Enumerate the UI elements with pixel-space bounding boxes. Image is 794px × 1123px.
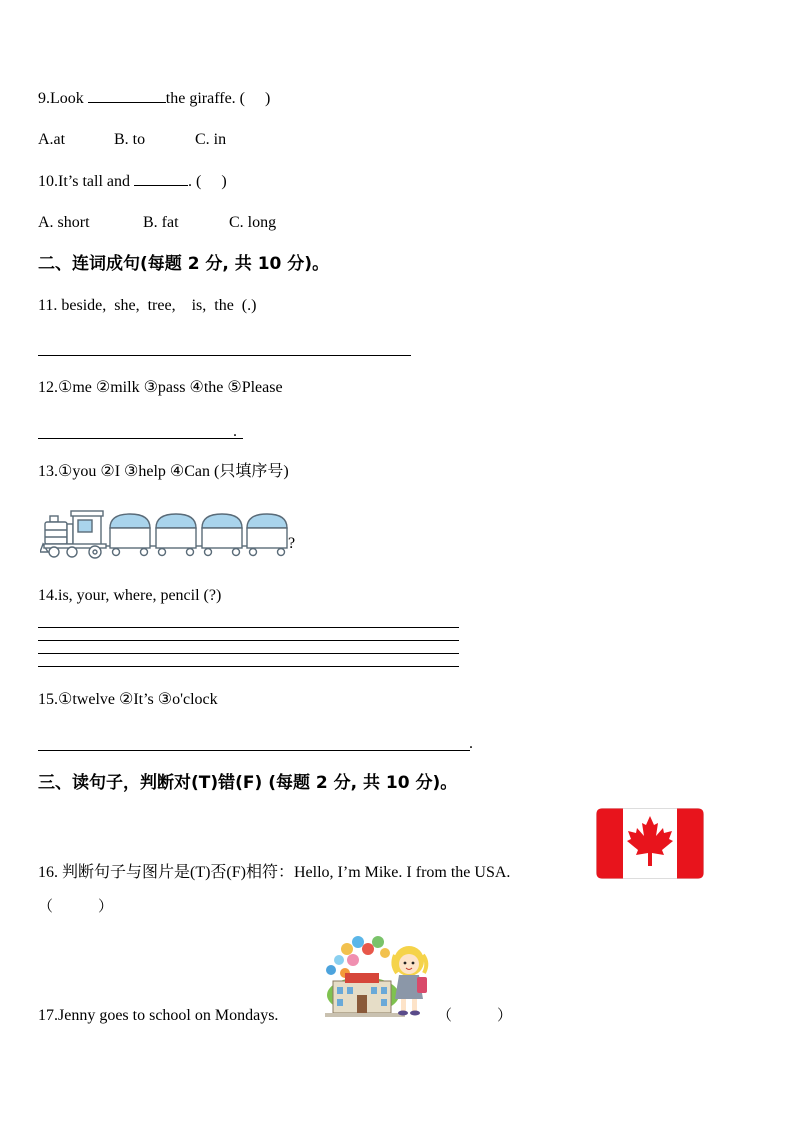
question-13: 13.①you ②I ③help ④Can (只填序号) bbox=[38, 463, 289, 480]
school-girl-image bbox=[325, 933, 435, 1023]
section-3-heading: 三、读句子，判断对(T)错(F) (每题 2 分, 共 10 分)。 bbox=[38, 773, 458, 793]
question-10-options bbox=[38, 213, 276, 233]
option-a[interactable]: A. short bbox=[38, 214, 90, 231]
option-b[interactable]: B. fat bbox=[143, 214, 179, 231]
answer-line[interactable] bbox=[38, 355, 411, 356]
question-12: 12.①me ②milk ③pass ④the ⑤Please bbox=[38, 379, 283, 396]
writing-line[interactable] bbox=[38, 666, 459, 667]
section-2-heading: 二、连词成句(每题 2 分, 共 10 分)。 bbox=[38, 254, 330, 274]
question-11: 11. beside, she, tree, is, the (.) bbox=[38, 297, 257, 314]
question-17: 17.Jenny goes to school on Mondays. bbox=[38, 1007, 279, 1024]
end-punctuation: ? bbox=[288, 535, 296, 552]
train-illustration bbox=[40, 508, 290, 562]
question-9-suffix: the giraffe. ( ) bbox=[165, 90, 271, 107]
question-9-options bbox=[38, 130, 226, 150]
writing-line[interactable] bbox=[38, 653, 459, 654]
question-14: 14.is, your, where, pencil (?) bbox=[38, 587, 222, 604]
train-car bbox=[202, 514, 242, 556]
answer-line[interactable] bbox=[38, 438, 243, 439]
option-c[interactable]: C. in bbox=[195, 131, 227, 148]
answer-bracket[interactable]: （ ） bbox=[437, 1008, 513, 1024]
locomotive bbox=[40, 511, 106, 558]
writing-line[interactable] bbox=[38, 640, 459, 641]
question-9-prefix: 9.Look bbox=[38, 90, 88, 107]
writing-line[interactable] bbox=[38, 627, 459, 628]
answer-bracket[interactable]: （ ） bbox=[38, 899, 114, 915]
question-10 bbox=[38, 171, 227, 192]
question-10-suffix: . ( ) bbox=[187, 173, 227, 190]
answer-blank[interactable] bbox=[88, 88, 166, 103]
canada-flag-image bbox=[596, 808, 704, 879]
question-15: 15.①twelve ②It’s ③o'clock bbox=[38, 691, 218, 708]
train-car bbox=[156, 514, 196, 556]
girl bbox=[393, 946, 427, 1016]
question-9 bbox=[38, 88, 270, 109]
option-c[interactable]: C. long bbox=[229, 214, 277, 231]
train-car bbox=[247, 514, 287, 556]
answer-blank[interactable] bbox=[134, 171, 188, 186]
end-punctuation: . bbox=[233, 423, 237, 440]
balloons bbox=[326, 936, 390, 978]
option-a[interactable]: A.at bbox=[38, 131, 66, 148]
option-b[interactable]: B. to bbox=[114, 131, 146, 148]
question-10-prefix: 10.It’s tall and bbox=[38, 173, 134, 190]
answer-line[interactable] bbox=[38, 750, 470, 751]
question-16: 16. 判断句子与图片是(T)否(F)相符：Hello, I’m Mike. I from the USA. bbox=[38, 864, 511, 881]
end-punctuation: . bbox=[469, 735, 473, 752]
train-car bbox=[110, 514, 150, 556]
